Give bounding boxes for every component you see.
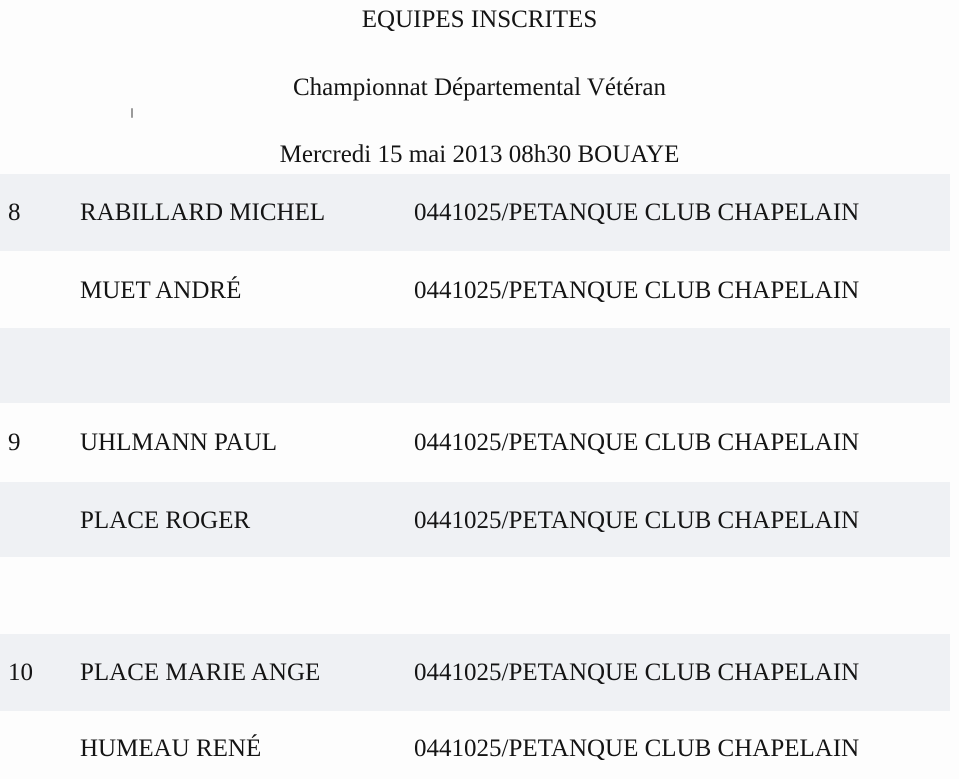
event-date-location: Mercredi 15 mai 2013 08h30 BOUAYE bbox=[279, 141, 680, 168]
team-number: 10 bbox=[8, 659, 33, 686]
document-title: EQUIPES INSCRITES bbox=[361, 6, 598, 33]
player-name: PLACE MARIE ANGE bbox=[80, 659, 321, 686]
player-club: 0441025/PETANQUE CLUB CHAPELAIN bbox=[414, 429, 860, 456]
player-club: 0441025/PETANQUE CLUB CHAPELAIN bbox=[414, 735, 860, 762]
player-name: HUMEAU RENÉ bbox=[80, 735, 262, 762]
player-name: UHLMANN PAUL bbox=[80, 429, 278, 456]
player-club: 0441025/PETANQUE CLUB CHAPELAIN bbox=[414, 507, 860, 534]
player-name: PLACE ROGER bbox=[80, 507, 251, 534]
player-name: MUET ANDRÉ bbox=[80, 277, 242, 304]
row-band bbox=[0, 328, 950, 403]
championship-name: Championnat Départemental Vétéran bbox=[292, 74, 666, 101]
team-number: 9 bbox=[8, 429, 21, 456]
player-club: 0441025/PETANQUE CLUB CHAPELAIN bbox=[414, 659, 860, 686]
scan-speck bbox=[131, 108, 133, 118]
player-club: 0441025/PETANQUE CLUB CHAPELAIN bbox=[414, 199, 860, 226]
team-number: 8 bbox=[8, 199, 21, 226]
player-name: RABILLARD MICHEL bbox=[80, 199, 326, 226]
player-club: 0441025/PETANQUE CLUB CHAPELAIN bbox=[414, 277, 860, 304]
